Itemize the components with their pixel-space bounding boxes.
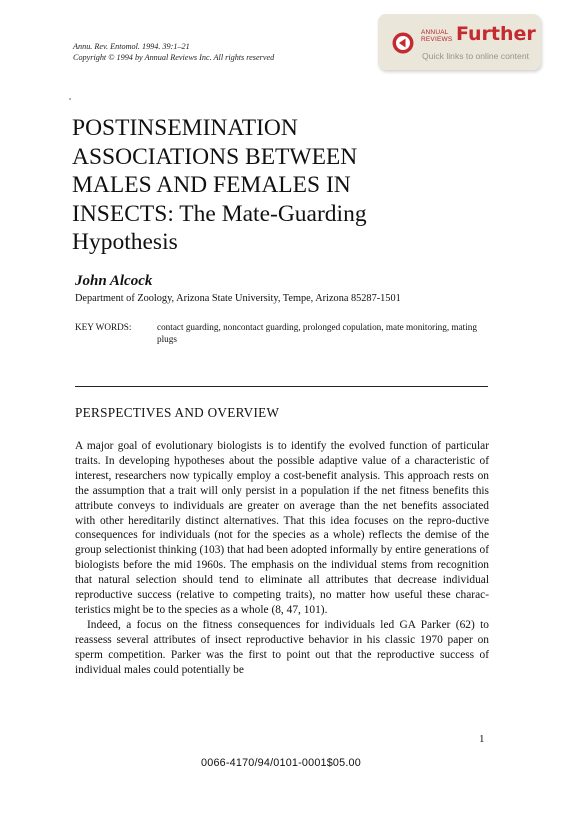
paragraph: A major goal of evolutionary biologists is to identify the evolved function of particular traits. In developing hypotheses about the possible adaptive value of a characteristic of interest, researchers now typically employ a cost-benefit analysis. This approach rests on the assumption that a trait will only persist in a population if the net fitness benefits this attribute conveys to individuals are greater on average than the net benefits associated with other hereditarily distinct alternatives. That this idea focuses on the repro-ductive consequences for individuals (not for the species as a whole) reflects the demise of the group selectionist thinking (103) that had been adopted informally by entire generations of biologists before the mid 1960s. The emphasis on the individual stems from recognition that natural selection should tend to eliminate all attributes that decrease individual reproductive success (relative to competing traits), no matter how useful these charac-teristics might be to the species as a whole (8, 47, 101). [75, 440, 489, 616]
section-heading: PERSPECTIVES AND OVERVIEW [75, 405, 280, 420]
title-line: Hypothesis [72, 229, 178, 255]
body-text [75, 439, 489, 678]
section-divider [75, 386, 488, 387]
keywords-label: KEY WORDS: [75, 322, 132, 332]
speck [69, 98, 71, 100]
article-title [72, 114, 472, 257]
badge-brand-line2: REVIEWS [421, 36, 453, 43]
journal-citation: Annu. Rev. Entomol. 1994. 39:1–21 [73, 42, 190, 51]
keywords-text: contact guarding, noncontact guarding, prolonged copulation, mate monitoring, mating plugs [157, 322, 477, 344]
badge-brand-line1: ANNUAL [421, 29, 449, 36]
title-line: POSTINSEMINATION [72, 115, 298, 141]
title-line: MALES AND FEMALES IN [72, 172, 351, 198]
page-number: 1 [479, 733, 485, 745]
annual-reviews-further-badge[interactable] [378, 14, 541, 70]
play-circle-icon [392, 32, 414, 54]
author-name: John Alcock [75, 273, 153, 289]
badge-brand [421, 29, 452, 43]
article-code: 0066-4170/94/0101-0001$05.00 [201, 757, 361, 769]
journal-copyright: Copyright © 1994 by Annual Reviews Inc. All rights reserved [73, 53, 275, 62]
badge-subtitle: Quick links to online content [422, 51, 530, 61]
author-affiliation: Department of Zoology, Arizona State University, Tempe, Arizona 85287-1501 [75, 293, 401, 304]
badge-title: Further [456, 23, 536, 45]
journal-info [73, 41, 274, 63]
title-line: ASSOCIATIONS BETWEEN [72, 143, 358, 170]
title-line: INSECTS: The Mate-Guarding [72, 200, 367, 227]
paragraph: Indeed, a focus on the fitness consequences for individuals led GA Parker (62) to reassess several attributes of insect reproductive behavior in his classic 1970 paper on sperm competition. Parker was the first to point out that the reproductive success of individual males could potentially be [75, 618, 489, 676]
